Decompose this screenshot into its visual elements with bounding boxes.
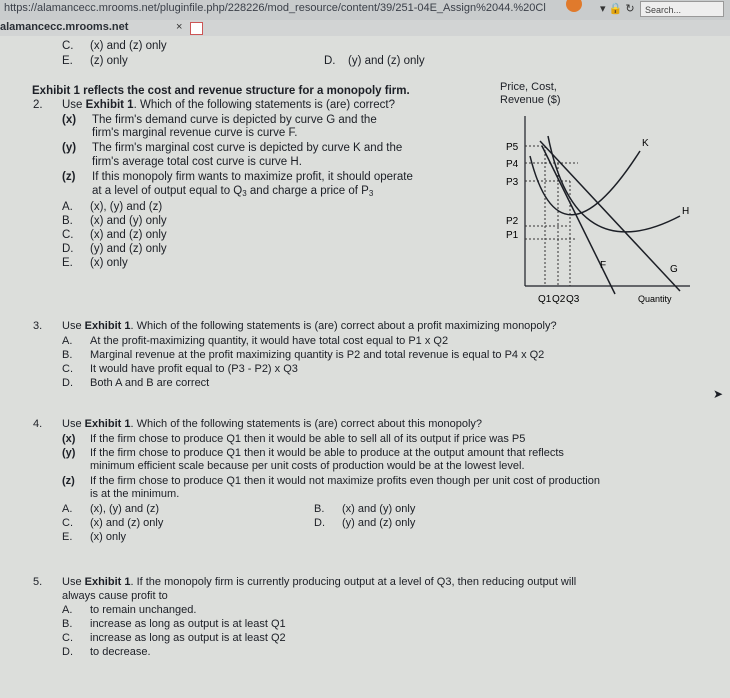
option-text: increase as long as output is at least Q1 (90, 618, 286, 630)
option-letter: B. (314, 503, 325, 515)
statement-label: (y) (62, 142, 77, 154)
option-text: (x) and (z) only (90, 517, 164, 529)
statement-text: minimum efficient scale because per unit costs of production would be at the lowest level. (90, 460, 525, 472)
statement-text: If the firm chose to produce Q1 then it would be able to produce at the output amount that reflects (90, 447, 564, 459)
option-letter: A. (62, 604, 73, 616)
question-number: 4. (33, 418, 43, 430)
x-tick-q3: Q3 (566, 294, 580, 305)
question-stem: Use Exhibit 1. Which of the following statements is (are) correct? (62, 99, 395, 111)
option-text: increase as long as output is at least Q2 (90, 632, 286, 644)
curve-label-h: H (682, 206, 690, 217)
option-letter: E. (62, 55, 73, 67)
question-number: 3. (33, 320, 43, 332)
option-letter: E. (62, 531, 73, 543)
search-input[interactable]: Search... (640, 1, 724, 17)
x-axis-label: Quantity (638, 294, 672, 304)
statement-text: at a level of output equal to $Q_3$ and charge a price of $P_3$ (92, 185, 374, 198)
reload-icon[interactable]: ▾ 🔒 ↻ (600, 3, 635, 15)
tab-close-icon[interactable]: × (176, 21, 183, 33)
browser-toolbar (0, 0, 730, 21)
option-text: (y) and (z) only (348, 55, 425, 67)
option-letter: A. (62, 335, 73, 347)
question-stem: Use Exhibit 1. Which of the following statements is (are) correct about this monopoly? (62, 418, 483, 430)
option-letter: B. (62, 349, 73, 361)
option-text: At the profit-maximizing quantity, it would have total cost equal to P1 x Q2 (90, 335, 449, 347)
document-page (0, 36, 730, 698)
exhibit-intro: Exhibit 1 reflects the cost and revenue structure for a monopoly firm. (32, 85, 410, 97)
mouse-cursor-icon: ➤ (713, 387, 724, 401)
y-tick-p5: P5 (506, 142, 519, 153)
question-stem: Use Exhibit 1. Which of the following statements is (are) correct about a profit maximizing monopoly? (62, 320, 557, 332)
statement-text: is at the minimum. (90, 488, 180, 500)
option-text: (x) only (90, 257, 128, 269)
y-axis-label-line1: Price, Cost, (500, 81, 557, 93)
option-text: (x), (y) and (z) (90, 503, 160, 515)
option-text: (x), (y) and (z) (90, 201, 163, 213)
option-letter: D. (62, 243, 74, 255)
option-text: (x) only (90, 531, 127, 543)
statement-label: (y) (62, 447, 76, 459)
statement-text: If the firm chose to produce Q1 then it would not maximize profits even though per unit cost of production (90, 475, 600, 487)
statement-label: (z) (62, 171, 76, 183)
statement-text: The firm's demand curve is depicted by curve G and the (92, 114, 377, 126)
x-tick-q2: Q2 (552, 294, 566, 305)
option-letter: A. (62, 201, 73, 213)
option-text: to decrease. (90, 646, 151, 658)
option-letter: B. (62, 618, 73, 630)
curve-h (548, 136, 680, 232)
option-letter: D. (62, 646, 73, 658)
option-text: (z) only (90, 55, 128, 67)
option-letter: C. (62, 40, 74, 52)
exhibit-chart (490, 76, 700, 316)
y-tick-p1: P1 (506, 230, 519, 241)
statement-text: If this monopoly firm wants to maximize profit, it should operate (92, 171, 413, 183)
option-text: (x) and (z) only (90, 40, 167, 52)
option-letter: D. (62, 377, 73, 389)
y-tick-p2: P2 (506, 216, 519, 227)
option-text: Marginal revenue at the profit maximizing quantity is P2 and total revenue is equal to P4 x Q2 (90, 349, 545, 361)
statement-text: The firm's marginal cost curve is depicted by curve K and the (92, 142, 403, 154)
option-letter: E. (62, 257, 73, 269)
statement-label: (z) (62, 475, 75, 487)
x-tick-q1: Q1 (538, 294, 552, 305)
curve-k (530, 151, 640, 215)
option-letter: A. (62, 503, 73, 515)
y-tick-p4: P4 (506, 159, 519, 170)
option-text: (x) and (z) only (90, 229, 167, 241)
y-axis-label-line2: Revenue ($) (500, 94, 561, 106)
statement-text: If the firm chose to produce Q1 then it would be able to sell all of its output if price was P5 (90, 433, 526, 445)
option-text: (x) and (y) only (342, 503, 416, 515)
option-text: (x) and (y) only (90, 215, 167, 227)
curve-g (540, 141, 680, 291)
question-number: 5. (33, 576, 43, 588)
statement-text: firm's marginal revenue curve is curve F. (92, 127, 298, 139)
option-text: to remain unchanged. (90, 604, 197, 616)
curve-label-f: F (600, 260, 607, 271)
option-letter: C. (62, 363, 73, 375)
option-letter: D. (314, 517, 325, 529)
tab-title[interactable]: alamancecc.mrooms.net (0, 21, 129, 33)
new-tab-icon[interactable] (190, 22, 203, 35)
curve-label-g: G (670, 264, 678, 275)
option-letter: B. (62, 215, 73, 227)
curve-label-k: K (642, 138, 649, 149)
option-text: It would have profit equal to (P3 - P2) x Q3 (90, 363, 298, 375)
curve-f (542, 146, 615, 294)
notification-dot (566, 0, 582, 12)
statement-label: (x) (62, 433, 76, 445)
address-bar[interactable]: https://alamancecc.mrooms.net/pluginfile.php/228226/mod_resource/content/39/251-04E_Assign%2044.%20Cl (4, 2, 546, 14)
question-stem: Use Exhibit 1. If the monopoly firm is currently producing output at a level of Q3, then reducing output will (62, 576, 577, 588)
option-text: (y) and (z) only (342, 517, 416, 529)
option-text: (y) and (z) only (90, 243, 167, 255)
y-tick-p3: P3 (506, 177, 519, 188)
statement-label: (x) (62, 114, 77, 126)
option-letter: C. (62, 229, 74, 241)
question-stem-cont: always cause profit to (62, 590, 168, 602)
option-letter: C. (62, 632, 73, 644)
option-letter: C. (62, 517, 73, 529)
question-number: 2. (33, 99, 43, 111)
option-text: Both A and B are correct (90, 377, 210, 389)
statement-text: firm's average total cost curve is curve H. (92, 156, 302, 168)
option-letter: D. (324, 55, 336, 67)
